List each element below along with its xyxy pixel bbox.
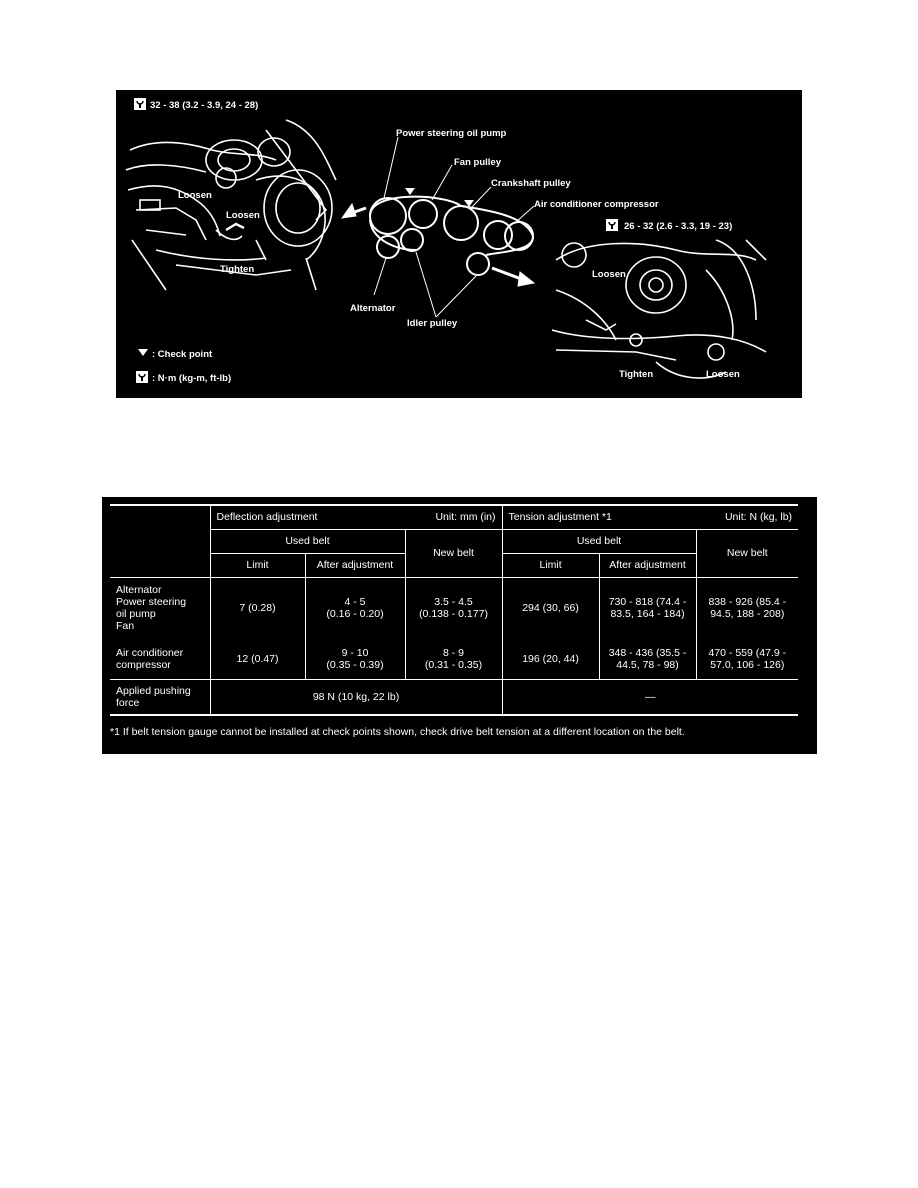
force-value-cell: 98 N (10 kg, 22 lb) bbox=[210, 679, 502, 715]
new-belt-header: New belt bbox=[405, 529, 502, 577]
label-air-conditioner-compressor: Air conditioner compressor bbox=[534, 199, 659, 210]
label-tighten-right: Tighten bbox=[619, 369, 654, 380]
ten-new-cell: 470 - 559 (47.9 - 57.0, 106 - 126) bbox=[696, 639, 798, 679]
deflection-header-cell bbox=[210, 505, 502, 529]
def-limit-cell: 12 (0.47) bbox=[210, 639, 305, 679]
def-new-cell: 8 - 9 (0.31 - 0.35) bbox=[405, 639, 502, 679]
table-row bbox=[110, 577, 798, 639]
label-tighten-left: Tighten bbox=[220, 264, 255, 275]
legend-check-point: : Check point bbox=[152, 349, 213, 360]
label-loosen-1: Loosen bbox=[178, 190, 212, 201]
spec-table bbox=[110, 504, 798, 716]
torque-spec-top: 32 - 38 (3.2 - 3.9, 24 - 28) bbox=[150, 100, 259, 111]
torque-spec-right: 26 - 32 (2.6 - 3.3, 19 - 23) bbox=[624, 221, 733, 232]
torque-wrench-icon bbox=[136, 371, 148, 383]
ten-limit-cell: 294 (30, 66) bbox=[502, 577, 599, 639]
table-row bbox=[110, 679, 798, 715]
right-engine-illustration bbox=[552, 240, 766, 378]
label-crankshaft-pulley: Crankshaft pulley bbox=[491, 178, 571, 189]
def-after-cell: 4 - 5 (0.16 - 0.20) bbox=[305, 577, 405, 639]
label-loosen-right: Loosen bbox=[592, 269, 626, 280]
after-adjustment-header-2: After adjustment bbox=[599, 553, 696, 577]
belt-schematic bbox=[370, 197, 533, 275]
belt-specification-table bbox=[102, 497, 817, 754]
tension-unit: Unit: N (kg, lb) bbox=[724, 511, 793, 524]
belt-diagram bbox=[116, 90, 802, 398]
label-idler-pulley: Idler pulley bbox=[407, 318, 458, 329]
header-blank-cell bbox=[110, 505, 210, 577]
label-loosen-2: Loosen bbox=[226, 210, 260, 221]
label-loosen-bottom: Loosen bbox=[706, 369, 740, 380]
after-adjustment-header: After adjustment bbox=[305, 553, 405, 577]
belt-diagram-figure bbox=[116, 90, 802, 398]
row-label: Air conditioner compressor bbox=[110, 639, 210, 679]
row-label: Alternator Power steering oil pump Fan bbox=[116, 584, 187, 633]
def-after-cell: 9 - 10 (0.35 - 0.39) bbox=[305, 639, 405, 679]
tension-header: Tension adjustment *1 bbox=[508, 511, 612, 524]
force-label: Applied pushing force bbox=[110, 679, 210, 715]
limit-header-2: Limit bbox=[502, 553, 599, 577]
table-row bbox=[110, 639, 798, 679]
torque-wrench-icon bbox=[606, 219, 618, 231]
ten-limit-cell: 196 (20, 44) bbox=[502, 639, 599, 679]
def-limit-cell: 7 (0.28) bbox=[210, 577, 305, 639]
used-belt-header: Used belt bbox=[210, 529, 405, 553]
ten-after-cell: 348 - 436 (35.5 - 44.5, 78 - 98) bbox=[599, 639, 696, 679]
torque-wrench-icon bbox=[134, 98, 146, 110]
def-new-cell: 3.5 - 4.5 (0.138 - 0.177) bbox=[405, 577, 502, 639]
limit-header: Limit bbox=[210, 553, 305, 577]
deflection-header: Deflection adjustment bbox=[216, 511, 318, 524]
label-power-steering-oil-pump: Power steering oil pump bbox=[396, 128, 507, 139]
footnote: *1 If belt tension gauge cannot be installed at check points shown, check drive belt tension at a different location on the belt. bbox=[110, 726, 685, 738]
tension-header-cell bbox=[502, 505, 798, 529]
force-tension-cell: — bbox=[502, 679, 798, 715]
check-point-triangle-icon bbox=[138, 349, 148, 356]
ten-new-cell: 838 - 926 (85.4 - 94.5, 188 - 208) bbox=[696, 577, 798, 639]
new-belt-header-2: New belt bbox=[696, 529, 798, 577]
ten-after-cell: 730 - 818 (74.4 - 83.5, 164 - 184) bbox=[599, 577, 696, 639]
deflection-unit: Unit: mm (in) bbox=[435, 511, 496, 524]
label-alternator: Alternator bbox=[350, 303, 396, 314]
legend-torque-units: : N·m (kg-m, ft-lb) bbox=[152, 373, 232, 384]
label-fan-pulley: Fan pulley bbox=[454, 157, 501, 168]
used-belt-header-2: Used belt bbox=[502, 529, 696, 553]
